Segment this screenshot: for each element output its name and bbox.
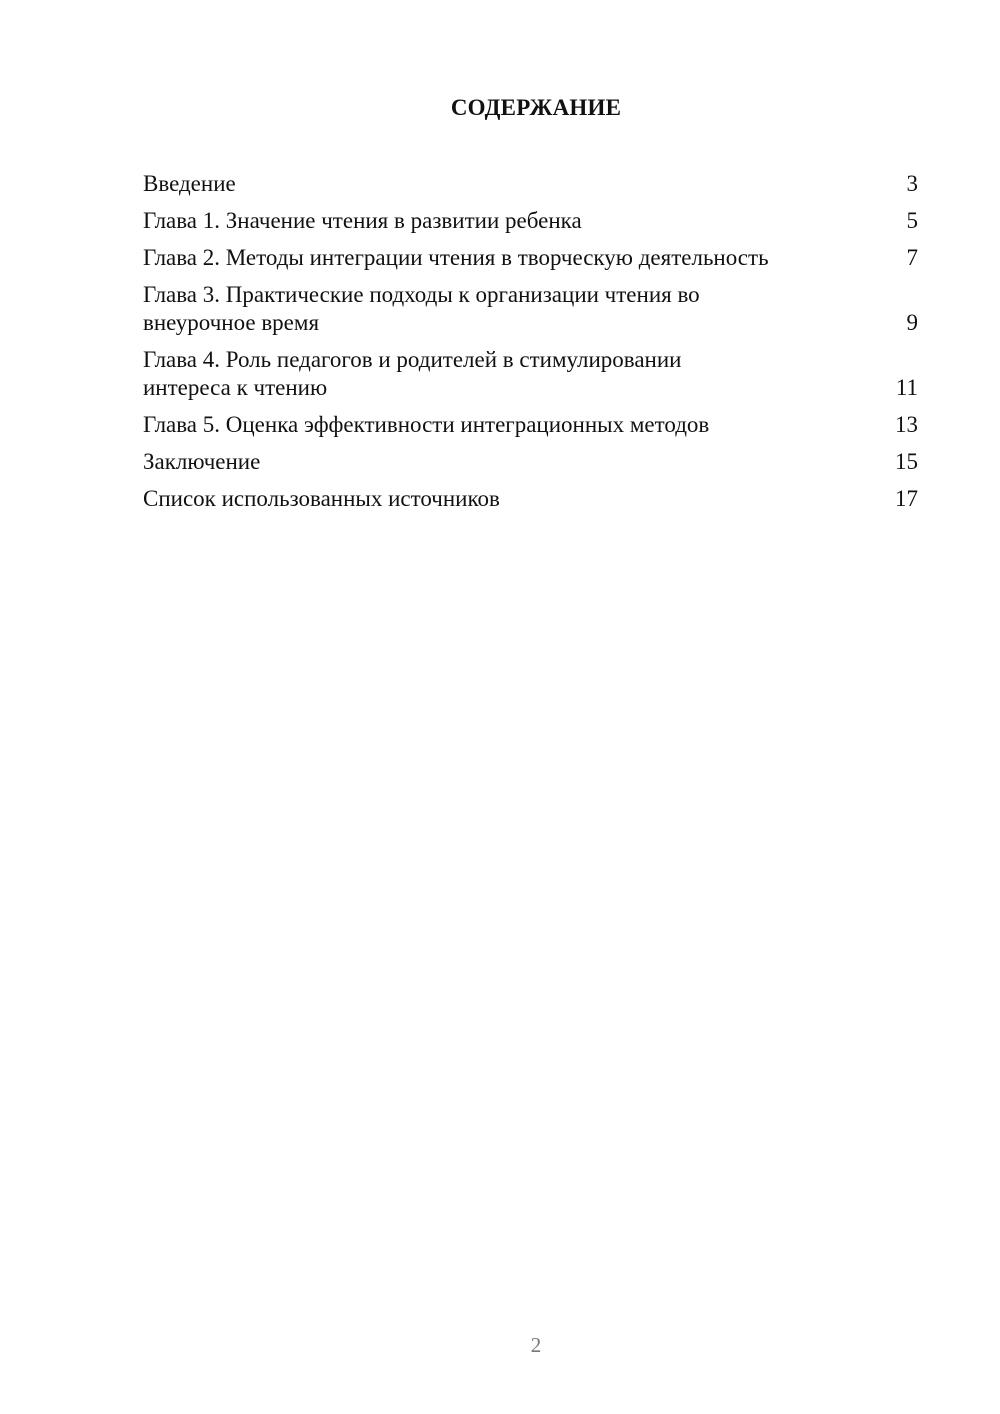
page-title: СОДЕРЖАНИЕ <box>450 95 622 120</box>
toc-entry-chapter-2[interactable] <box>143 244 918 272</box>
toc-entry-conclusion[interactable] <box>143 448 918 476</box>
toc-entry-chapter-4[interactable] <box>143 346 918 402</box>
toc-entry-page: 7 <box>906 245 918 270</box>
toc-entry-title: Глава 5. Оценка эффективности интеграционных методов <box>143 412 710 437</box>
toc-entry-chapter-1[interactable] <box>143 207 918 235</box>
toc-entry-page: 3 <box>906 171 918 196</box>
toc-entry-page: 9 <box>906 310 918 335</box>
toc-entry-title: Глава 3. Практические подходы к организации чтения во внеурочное время <box>143 282 700 335</box>
table-of-contents <box>143 170 918 522</box>
toc-entry-title: Глава 1. Значение чтения в развитии ребенка <box>143 208 582 233</box>
toc-entry-chapter-3[interactable] <box>143 281 918 337</box>
toc-entry-page: 5 <box>906 208 918 233</box>
toc-entry-page: 13 <box>895 412 918 437</box>
toc-entry-page: 11 <box>895 375 918 400</box>
toc-entry-references[interactable] <box>143 485 918 513</box>
toc-entry-title: Список использованных источников <box>143 486 500 511</box>
toc-entry-page: 15 <box>895 449 918 474</box>
toc-entry-title: Глава 2. Методы интеграции чтения в творческую деятельность <box>143 245 769 270</box>
toc-entry-page: 17 <box>895 486 918 511</box>
toc-entry-introduction[interactable] <box>143 170 918 198</box>
toc-entry-title: Глава 4. Роль педагогов и родителей в стимулировании интереса к чтению <box>143 347 682 400</box>
toc-entry-title: Заключение <box>143 449 261 474</box>
page-number: 2 <box>530 1333 542 1357</box>
toc-entry-title: Введение <box>143 171 236 196</box>
toc-entry-chapter-5[interactable] <box>143 411 918 439</box>
